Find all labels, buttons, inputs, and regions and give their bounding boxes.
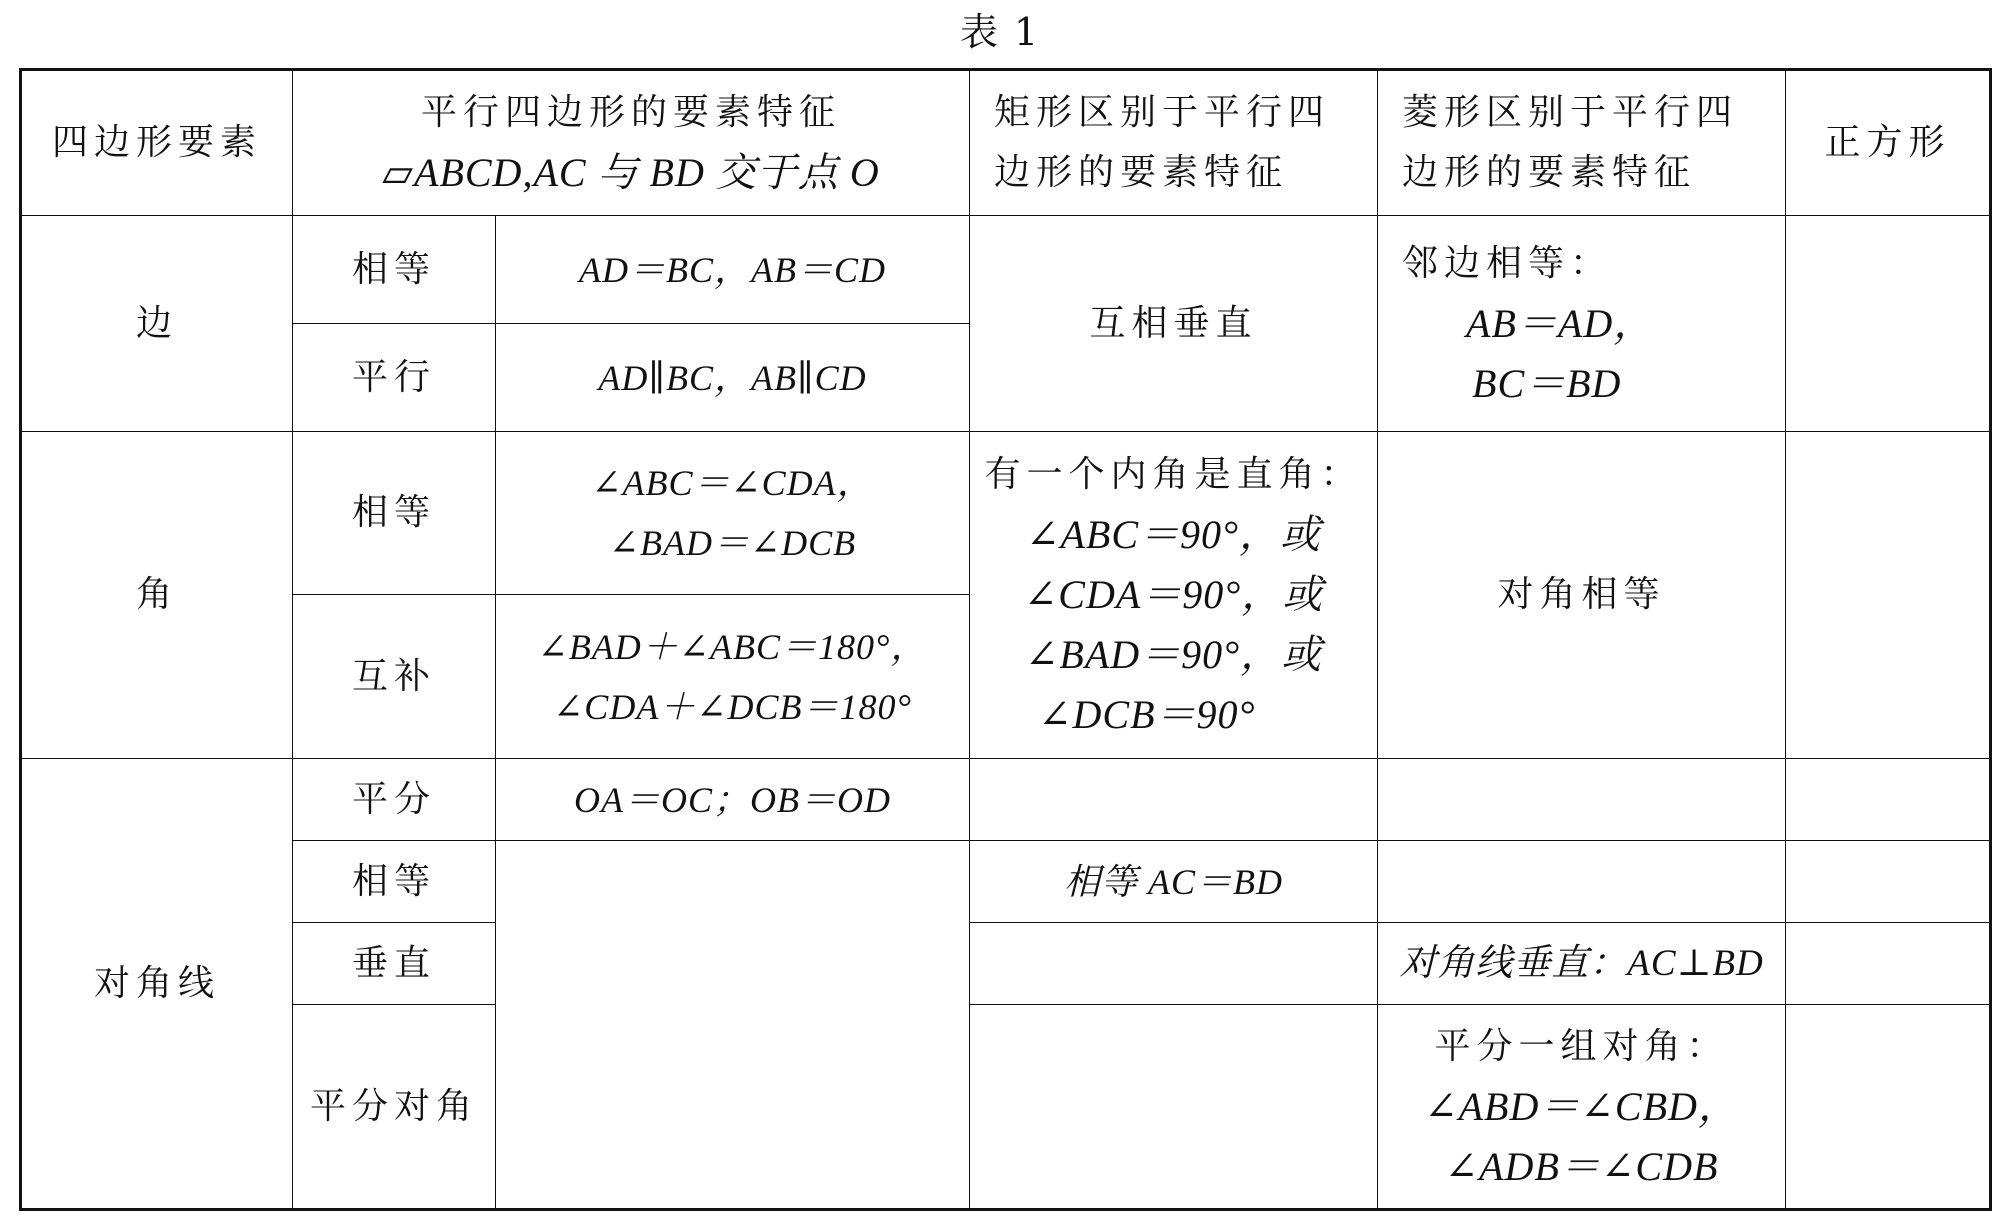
header-element-type: 四边形要素 xyxy=(21,70,293,216)
diagonal-bisect-rectangle-cell xyxy=(970,759,1378,841)
edge-rhombus-line3: BC＝BD xyxy=(1472,360,1622,406)
diagonal-bisect-angle-line2: ∠ABD＝∠CBD， xyxy=(1424,1083,1739,1129)
diagonal-bisect-angle-rhombus xyxy=(1378,1005,1786,1210)
header-row xyxy=(21,70,1991,216)
edge-equal-value: AD＝BC，AB＝CD xyxy=(496,216,970,324)
diagonal-perpendicular-row xyxy=(21,923,1991,1005)
diagonal-bisect-angle-row xyxy=(21,1005,1991,1210)
header-parallelogram-subtitle: ▱ABCD,AC 与 BD 交于点 O xyxy=(382,150,880,195)
header-rectangle-line1: 矩形区别于平行四 xyxy=(994,92,1331,133)
diagonal-equal-row xyxy=(21,841,1991,923)
diagonal-perpendicular-label: 垂直 xyxy=(293,923,496,1005)
header-square: 正方形 xyxy=(1786,70,1991,216)
diagonal-bisect-angle-label: 平分对角 xyxy=(293,1005,496,1210)
group-angle: 角 xyxy=(21,432,293,759)
diagonal-perpendicular-rectangle-cell xyxy=(970,923,1378,1005)
edge-square-cell xyxy=(1786,216,1991,432)
edge-rhombus-feature xyxy=(1378,216,1786,432)
group-edge: 边 xyxy=(21,216,293,432)
angle-equal-line1: ∠ABC＝∠CDA， xyxy=(591,463,874,503)
group-diagonal: 对角线 xyxy=(21,759,293,1210)
table-caption: 表 1 xyxy=(959,10,1041,54)
edge-equal-row xyxy=(21,216,1991,324)
diagonal-bisect-row xyxy=(21,759,1991,841)
angle-rectangle-feature xyxy=(970,432,1378,759)
edge-parallel-value: AD∥BC，AB∥CD xyxy=(496,324,970,432)
diagonal-parallelogram-empty-cell xyxy=(496,841,970,1210)
angle-rectangle-line3: ∠CDA＝90°，或 xyxy=(1023,572,1324,617)
diagonal-bisect-angle-line3: ∠ADB＝∠CDB xyxy=(1444,1143,1719,1189)
angle-rectangle-line2: ∠ABC＝90°，或 xyxy=(1025,512,1322,557)
header-rectangle-line2: 边形的要素特征 xyxy=(994,152,1289,193)
edge-parallel-label: 平行 xyxy=(293,324,496,432)
header-rhombus-line2: 边形的要素特征 xyxy=(1402,152,1697,193)
angle-rhombus-feature: 对角相等 xyxy=(1378,432,1786,759)
header-parallelogram-title: 平行四边形的要素特征 xyxy=(421,92,842,133)
diagonal-equal-rectangle: 相等 AC＝BD xyxy=(970,841,1378,923)
diagonal-bisect-angle-square-cell xyxy=(1786,1005,1991,1210)
angle-equal-line2: ∠BAD＝∠DCB xyxy=(608,523,857,563)
diagonal-perpendicular-square-cell xyxy=(1786,923,1991,1005)
diagonal-bisect-rhombus-cell xyxy=(1378,759,1786,841)
header-rhombus-line1: 菱形区别于平行四 xyxy=(1402,92,1739,133)
edge-rhombus-line1: 邻边相等： xyxy=(1402,242,1613,284)
angle-square-cell xyxy=(1786,432,1991,759)
angle-supplementary-label: 互补 xyxy=(293,595,496,759)
header-rhombus xyxy=(1378,70,1786,216)
header-parallelogram xyxy=(293,70,970,216)
header-rectangle xyxy=(970,70,1378,216)
diagonal-equal-square-cell xyxy=(1786,841,1991,923)
angle-rectangle-line1: 有一个内角是直角： xyxy=(984,454,1363,495)
angle-equal-row xyxy=(21,432,1991,595)
diagonal-bisect-square-cell xyxy=(1786,759,1991,841)
diagonal-equal-rhombus-cell xyxy=(1378,841,1786,923)
angle-supplementary-line2: ∠CDA＋∠DCB＝180° xyxy=(553,686,912,727)
edge-equal-label: 相等 xyxy=(293,216,496,324)
diagonal-bisect-angle-line1: 平分一组对角： xyxy=(1434,1025,1729,1067)
diagonal-perpendicular-rhombus: 对角线垂直：AC⊥BD xyxy=(1378,923,1786,1005)
diagonal-equal-label: 相等 xyxy=(293,841,496,923)
angle-rectangle-line4: ∠BAD＝90°，或 xyxy=(1024,632,1323,677)
angle-equal-label: 相等 xyxy=(293,432,496,595)
angle-rectangle-line5: ∠DCB＝90° xyxy=(1038,692,1256,737)
angle-supplementary-value xyxy=(496,595,970,759)
angle-equal-value xyxy=(496,432,970,595)
quadrilateral-comparison-table xyxy=(19,68,1992,1211)
edge-rectangle-feature: 互相垂直 xyxy=(970,216,1378,432)
diagonal-bisect-angle-rectangle-cell xyxy=(970,1005,1378,1210)
diagonal-bisect-value: OA＝OC；OB＝OD xyxy=(496,759,970,841)
angle-supplementary-line1: ∠BAD＋∠ABC＝180°， xyxy=(537,626,928,667)
edge-rhombus-line2: AB＝AD， xyxy=(1466,300,1655,346)
diagonal-bisect-label: 平分 xyxy=(293,759,496,841)
